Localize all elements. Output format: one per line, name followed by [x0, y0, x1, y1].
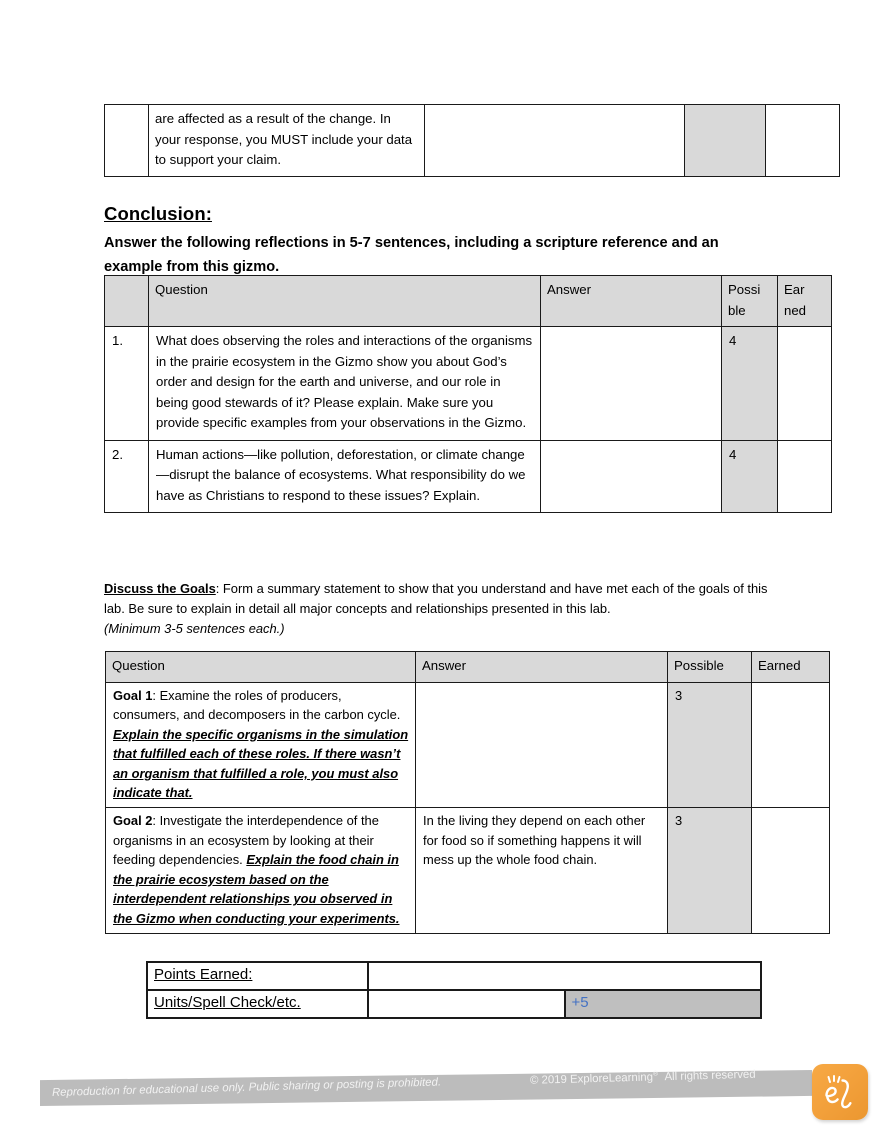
table-row: [105, 440, 832, 513]
table-row: [106, 682, 830, 808]
footer-copyright-text: © 2019 ExploreLearning: [529, 1071, 654, 1087]
goal-text: : Examine the roles of producers, consumers, and decomposers in the carbon cycle.: [113, 687, 401, 723]
reflection-questions-table: [104, 275, 832, 513]
minimum-sentences-note: (Minimum 3-5 sentences each.): [104, 621, 285, 636]
header-earned: Earned: [752, 652, 830, 683]
question-cell: Human actions—like pollution, deforestation, or climate change—disrupt the balance of ecosystems. What responsibility do we have as Christians to respond to these issues? Explain.: [149, 440, 541, 513]
possible-points-cell: 3: [668, 682, 752, 808]
row-number-cell: 2.: [105, 440, 149, 513]
goal-emphasis: Explain the food chain in the prairie ecosystem based on the interdependent relationships you observed in the Gizmo when conducting your experiments.: [113, 852, 400, 927]
goal-question-cell: [106, 808, 416, 934]
points-earned-label: Points Earned:: [147, 962, 368, 990]
registered-trademark-icon: ®: [652, 1070, 659, 1078]
possible-points-cell: 3: [668, 808, 752, 934]
answer-cell[interactable]: In the living they depend on each other for food so if something happens it will mess up the whole food chain.: [416, 808, 668, 934]
discuss-the-goals-label: Discuss the Goals: [104, 581, 216, 596]
goal-text: : Investigate the interdependence of the organisms in an ecosystem by looking at their feeding dependencies.: [113, 813, 379, 868]
discuss-the-goals-body: : Form a summary statement to show that you understand and have met each of the goals of this lab. Be sure to explain in detail all major concepts and relationships presented in this lab.: [104, 581, 768, 616]
goal-label: Goal 2: [113, 813, 153, 829]
question-cell: What does observing the roles and interactions of the organisms in the prairie ecosystem in the Gizmo show you about God’s order and design for the earth and universe, and our role in being good stewards of it? Please explain. Make sure you provide specific examples from your observations in the Gizmo.: [149, 327, 541, 441]
footer-rights-text: All rights reserved: [664, 1068, 756, 1084]
table-row: [147, 990, 761, 1018]
el-monogram-icon: [812, 1064, 868, 1120]
points-earned-table: [146, 961, 762, 1019]
earned-points-cell[interactable]: [752, 808, 830, 934]
earned-points-cell[interactable]: [766, 105, 840, 177]
possible-points-cell: 4: [722, 327, 778, 441]
header-number: [105, 276, 149, 327]
table-row: [106, 808, 830, 934]
earned-points-cell[interactable]: [752, 682, 830, 808]
units-spell-check-value[interactable]: [368, 990, 565, 1018]
table-row: [147, 962, 761, 990]
table-header-row: [106, 652, 830, 683]
units-spell-check-label: Units/Spell Check/etc.: [147, 990, 368, 1018]
explorelearning-logo: [812, 1064, 868, 1120]
row-number-cell: [105, 105, 149, 177]
header-question: Question: [106, 652, 416, 683]
bonus-points-cell: +5: [565, 990, 762, 1018]
continuation-table: [104, 104, 840, 177]
table-header-row: [105, 276, 832, 327]
header-question: Question: [149, 276, 541, 327]
discuss-the-goals-intro: [104, 579, 774, 639]
answer-cell[interactable]: [425, 105, 685, 177]
header-answer: Answer: [416, 652, 668, 683]
question-cell: are affected as a result of the change. In your response, you MUST include your data to support your claim.: [149, 105, 425, 177]
goal-emphasis: Explain the specific organisms in the simulation that fulfilled each of these roles. If there wasn’t an organism that fulfilled a role, you must also indicate that.: [113, 726, 409, 801]
answer-cell[interactable]: [541, 327, 722, 441]
possible-points-cell: [685, 105, 766, 177]
row-number-cell: 1.: [105, 327, 149, 441]
conclusion-instructions: Answer the following reflections in 5-7 sentences, including a scripture reference and an example from this gizmo.: [104, 235, 719, 275]
header-possible: Possi ble: [722, 276, 778, 327]
goal-label: Goal 1: [113, 687, 153, 703]
conclusion-heading: Conclusion:: [104, 203, 212, 224]
footer-reproduction-notice: Reproduction for educational use only. Public sharing or posting is prohibited.: [51, 1076, 442, 1099]
header-earned: Ear ned: [778, 276, 832, 327]
table-row: [105, 105, 840, 177]
answer-cell[interactable]: [416, 682, 668, 808]
earned-points-cell[interactable]: [778, 327, 832, 441]
header-answer: Answer: [541, 276, 722, 327]
header-possible: Possible: [668, 652, 752, 683]
possible-points-cell: 4: [722, 440, 778, 513]
answer-cell[interactable]: [541, 440, 722, 513]
table-row: [105, 327, 832, 441]
goals-table: [105, 651, 830, 934]
goal-question-cell: [106, 682, 416, 808]
earned-points-cell[interactable]: [778, 440, 832, 513]
points-earned-value[interactable]: [368, 962, 761, 990]
page-footer: [0, 1060, 880, 1139]
